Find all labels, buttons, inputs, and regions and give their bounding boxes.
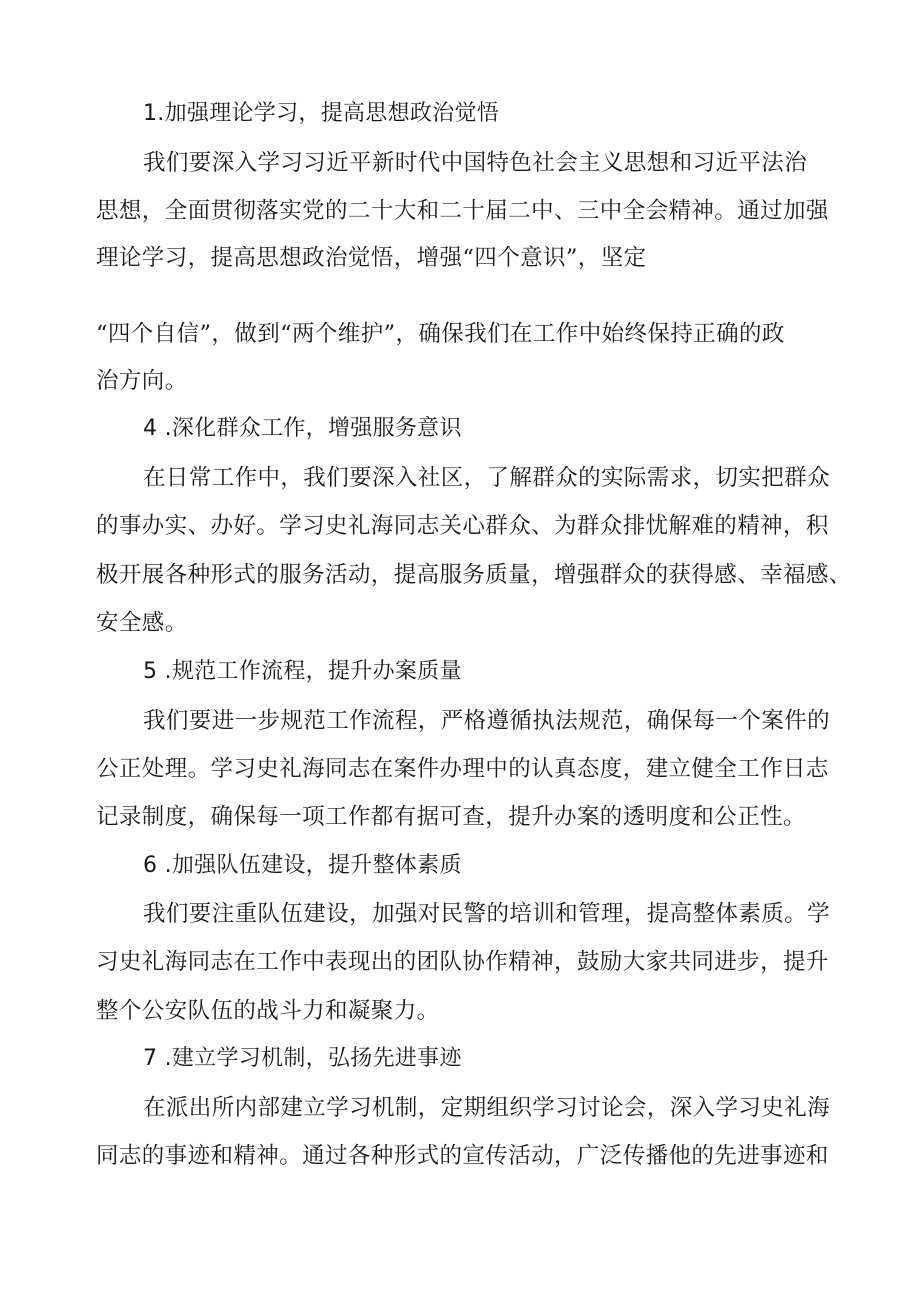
paragraph-line: “四个自信”，做到“两个维护”，确保我们在工作中始终保持正确的政 xyxy=(96,321,785,347)
paragraph-line: 我们要深入学习习近平新时代中国特色社会主义思想和习近平法治 xyxy=(143,150,808,176)
paragraph-line: 在派出所内部建立学习机制，定期组织学习讨论会，深入学习史礼海 xyxy=(143,1095,831,1121)
paragraph-line: 的事办实、办好。学习史礼海同志关心群众、为群众排忧解难的精神，积 xyxy=(96,513,829,539)
section-heading-1: 1.加强理论学习，提高思想政治觉悟 xyxy=(143,101,500,126)
section-heading-7: 7 .建立学习机制，弘扬先进事迹 xyxy=(143,1046,462,1071)
paragraph-line: 整个公安队伍的战斗力和凝聚力。 xyxy=(96,998,440,1024)
section-heading-6: 6 .加强队伍建设，提升整体素质 xyxy=(143,853,462,878)
section-heading-5: 5 .规范工作流程，提升办案质量 xyxy=(143,659,462,684)
paragraph-line: 记录制度，确保每一项工作都有据可查，提升办案的透明度和公正性。 xyxy=(96,804,806,830)
section-heading-4: 4 .深化群众工作，增强服务意识 xyxy=(143,416,462,441)
paragraph-line: 公正处理。学习史礼海同志在案件办理中的认真态度，建立健全工作日志 xyxy=(96,756,829,782)
paragraph-line: 极开展各种形式的服务活动，提高服务质量，增强群众的获得感、幸福感、 xyxy=(96,562,852,588)
paragraph-line: 理论学习，提高思想政治觉悟，增强“四个意识”，坚定 xyxy=(96,245,647,271)
paragraph-line: 习史礼海同志在工作中表现出的团队协作精神，鼓励大家共同进步，提升 xyxy=(96,949,829,975)
paragraph-line: 同志的事迹和精神。通过各种形式的宣传活动，广泛传播他的先进事迹和 xyxy=(96,1143,829,1169)
paragraph-line: 在日常工作中，我们要深入社区，了解群众的实际需求，切实把群众 xyxy=(143,465,831,491)
paragraph-line: 我们要注重队伍建设，加强对民警的培训和管理，提高整体素质。学 xyxy=(143,901,831,927)
paragraph-line: 治方向。 xyxy=(96,368,188,394)
paragraph-line: 我们要进一步规范工作流程，严格遵循执法规范，确保每一个案件的 xyxy=(143,708,831,734)
paragraph-line: 思想，全面贯彻落实党的二十大和二十届二中、三中全会精神。通过加强 xyxy=(96,198,829,224)
paragraph-line: 安全感。 xyxy=(96,610,188,636)
